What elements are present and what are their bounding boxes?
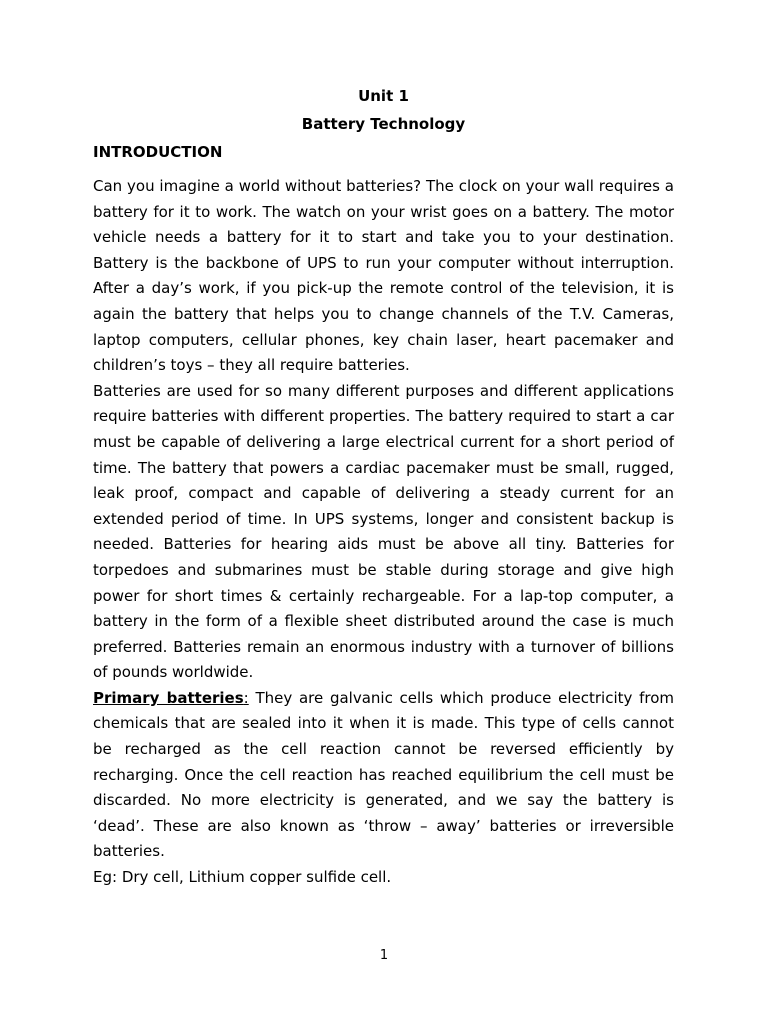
- intro-paragraph-2: Batteries are used for so many different purposes and different applications require batteries with different properties. The battery required to start a car must be capable of delivering a large electrical current for a short period of time. The battery that powers a cardiac pacemaker must be small, rugged, leak proof, compact and capable of delivering a steady current for an extended period of time. In UPS systems, longer and consistent backup is needed. Batteries for hearing aids must be above all tiny. Batteries for torpedoes and submarines must be stable during storage and give high power for short times & certainly rechargeable. For a lap-top computer, a battery in the form of a flexible sheet distributed around the case is much preferred. Batteries remain an enormous industry with a turnover of billions of pounds worldwide.: [93, 381, 674, 682]
- page-number: 1: [379, 948, 389, 963]
- primary-batteries-term: Primary batteries: [93, 688, 244, 707]
- unit-label: Unit 1: [358, 87, 409, 105]
- primary-batteries-paragraph: [93, 686, 674, 865]
- primary-batteries-definition: They are galvanic cells which produce electricity from chemicals that are sealed into it when it is made. This type of cells cannot be recharged as the cell reaction cannot be reversed efficiently by recharging. Once the cell reaction has reached equilibrium the cell must be discarded. No more electricity is generated, and we say the battery is ‘dead’. These are also known as ‘throw – away’ batteries or irreversible batteries.: [93, 688, 675, 861]
- document-title: Battery Technology: [301, 115, 466, 133]
- document-page: [93, 84, 674, 891]
- primary-batteries-colon: :: [243, 688, 249, 707]
- example-line: Eg: Dry cell, Lithium copper sulfide cell.: [93, 868, 392, 887]
- section-heading: INTRODUCTION: [93, 143, 223, 161]
- intro-paragraph-1: Can you imagine a world without batteries? The clock on your wall requires a battery for it to work. The watch on your wrist goes on a battery. The motor vehicle needs a battery for it to start and take you to your destination. Battery is the backbone of UPS to run your computer without interruption. After a day’s work, if you pick-up the remote control of the television, it is again the battery that helps you to change channels of the T.V. Cameras, laptop computers, cellular phones, key chain laser, heart pacemaker and children’s toys – they all require batteries.: [93, 177, 674, 375]
